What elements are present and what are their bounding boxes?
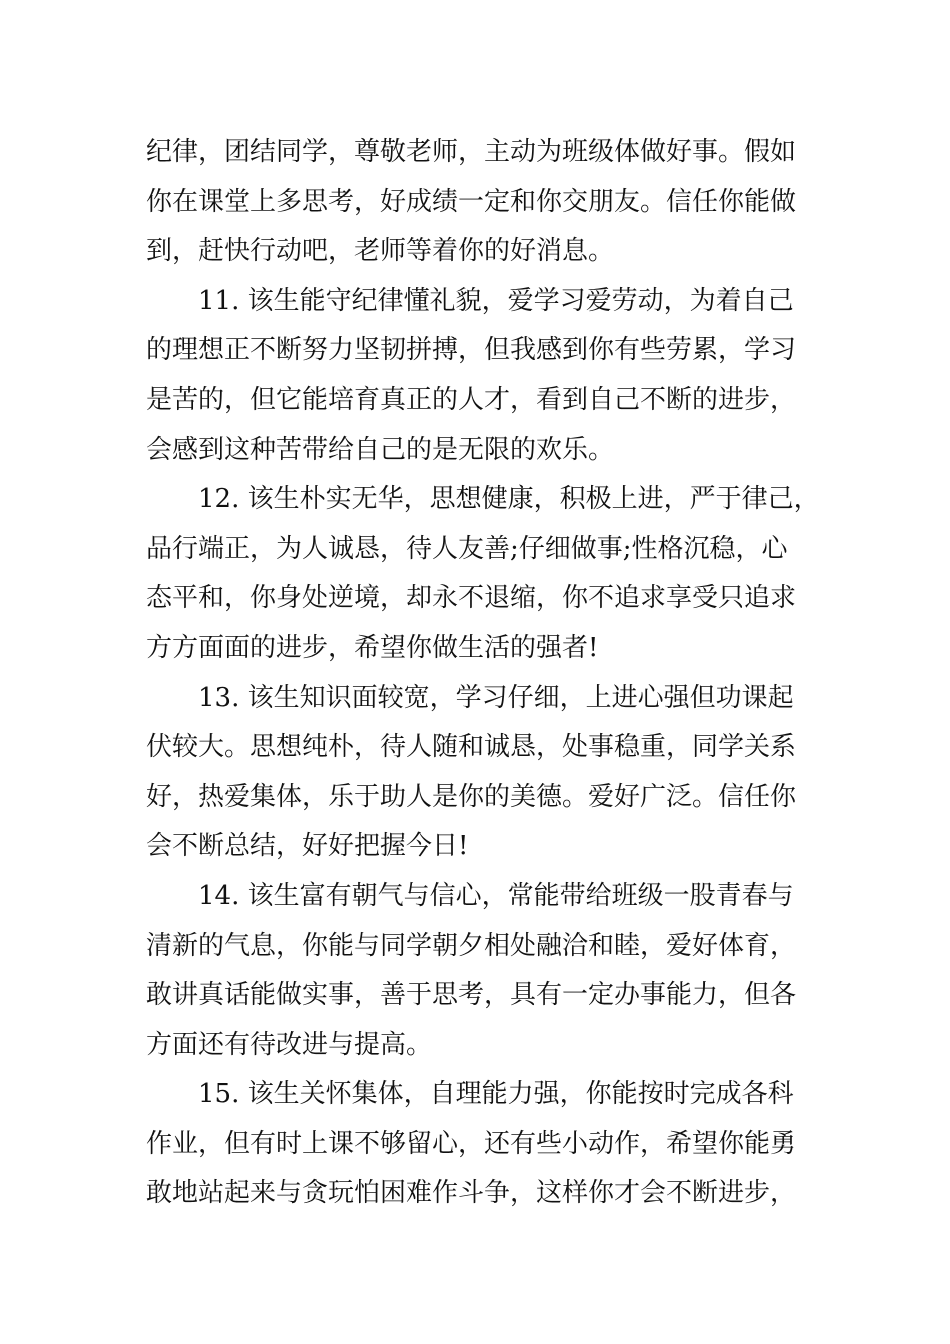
text-line: 方方面面的进步，希望你做生活的强者! [146,632,599,663]
text-line: 会不断总结，好好把握今日! [146,831,469,862]
paragraph-12-start: 12. 该生朴实无华，思想健康，积极上进，严于律己， [198,484,820,515]
text-line: 方面还有待改进与提高。 [146,1029,433,1060]
text-line: 纪律，团结同学，尊敬老师，主动为班级体做好事。假如 [146,137,797,167]
text-line: 态平和，你身处逆境，却永不退缩，你不追求享受只追求 [146,583,797,614]
text-line: 的理想正不断努力坚韧拼搏，但我感到你有些劳累，学习 [146,335,797,366]
paragraph-13-start: 13. 该生知识面较宽，学习仔细，上进心强但功课起 [198,682,794,713]
text-line: 会感到这种苦带给自己的是无限的欢乐。 [146,434,615,465]
document-body [146,128,836,1219]
text-line: 敢讲真话能做实事，善于思考，具有一定办事能力，但各 [146,980,797,1011]
text-line: 是苦的，但它能培育真正的人才，看到自己不断的进步， [146,384,797,415]
text-line: 品行端正，为人诚恳，待人友善;仔细做事;性格沉稳，心 [146,533,788,564]
text-line: 你在课堂上多思考，好成绩一定和你交朋友。信任你能做 [146,186,797,217]
text-line: 伏较大。思想纯朴，待人随和诚恳，处事稳重，同学关系 [146,732,797,763]
text-line: 作业，但有时上课不够留心，还有些小动作，希望你能勇 [146,1128,797,1159]
paragraph-15-start: 15. 该生关怀集体，自理能力强，你能按时完成各科 [198,1079,794,1110]
text-line: 敢地站起来与贪玩怕困难作斗争，这样你才会不断进步， [146,1178,797,1209]
paragraph-14-start: 14. 该生富有朝气与信心，常能带给班级一股青春与 [198,880,794,911]
text-line: 到，赶快行动吧，老师等着你的好消息。 [146,236,615,267]
text-line: 清新的气息，你能与同学朝夕相处融洽和睦，爱好体育， [146,930,797,961]
text-line: 好，热爱集体，乐于助人是你的美德。爱好广泛。信任你 [146,781,797,812]
paragraph-11-start: 11. 该生能守纪律懂礼貌，爱学习爱劳动，为着自己 [198,285,794,316]
